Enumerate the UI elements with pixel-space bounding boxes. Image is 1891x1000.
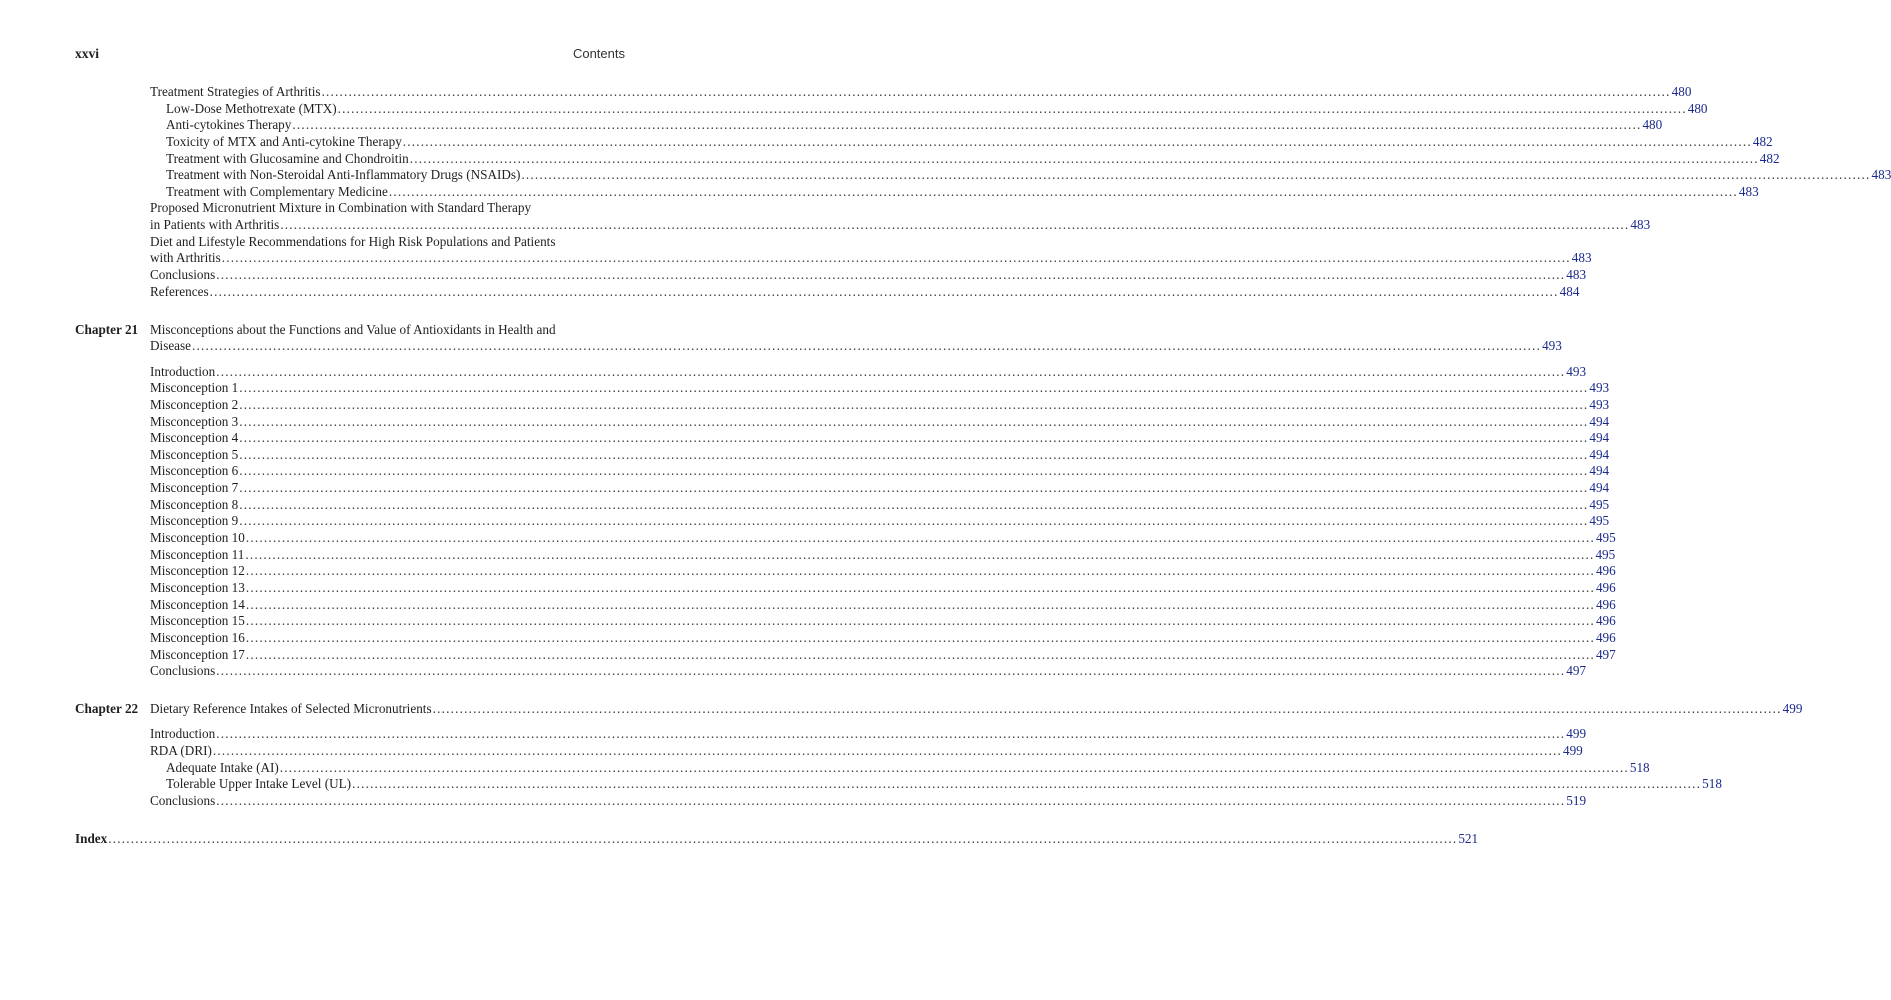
toc-entry[interactable]	[75, 283, 1580, 301]
dot-leader: ............................................................................................................................................................................................................................................................................................................	[212, 743, 1562, 759]
dot-leader: ............................................................................................................................................................................................................................................................................................................	[239, 496, 1589, 512]
index-entry[interactable]	[75, 831, 1479, 848]
dot-leader: ............................................................................................................................................................................................................................................................................................................	[239, 396, 1589, 412]
page-link[interactable]: 518	[1629, 759, 1650, 775]
entry-title: References	[150, 283, 209, 299]
entry-title: with Arthritis	[150, 250, 221, 266]
page-link[interactable]: 482	[1759, 150, 1780, 166]
page-link[interactable]: 480	[1642, 117, 1663, 133]
toc-entry[interactable]	[75, 563, 1616, 580]
dot-leader: ............................................................................................................................................................................................................................................................................................................	[239, 446, 1589, 462]
page-link[interactable]: 484	[1559, 283, 1580, 299]
entry-title: Misconception 13	[150, 579, 245, 595]
toc-entry[interactable]	[75, 792, 1587, 810]
dot-leader: ............................................................................................................................................................................................................................................................................................................	[221, 250, 1571, 266]
entry-title: Misconception 3	[150, 413, 239, 429]
page-link[interactable]: 482	[1752, 133, 1773, 149]
dot-leader: ............................................................................................................................................................................................................................................................................................................	[239, 380, 1589, 396]
dot-leader: ............................................................................................................................................................................................................................................................................................................	[280, 217, 1630, 233]
dot-leader: ............................................................................................................................................................................................................................................................................................................	[239, 480, 1589, 496]
page-link[interactable]: 497	[1595, 646, 1616, 662]
chapter-title[interactable]	[75, 701, 1803, 718]
dot-leader: ............................................................................................................................................................................................................................................................................................................	[245, 530, 1595, 546]
entry-title: Treatment with Glucosamine and Chondroitin	[166, 150, 409, 166]
dot-leader: ............................................................................................................................................................................................................................................................................................................	[192, 338, 1542, 354]
entry-title: Treatment with Non-Steroidal Anti-Inflammatory Drugs (NSAIDs)	[166, 167, 521, 183]
page-link[interactable]: 496	[1595, 629, 1616, 645]
entry-title: Misconception 2	[150, 396, 239, 412]
page-link[interactable]: 496	[1595, 563, 1616, 579]
entry-title: Treatment with Complementary Medicine	[166, 183, 388, 199]
entry-title: Misconception 7	[150, 480, 239, 496]
entry-title: Diet and Lifestyle Recommendations for High Risk Populations and Patients	[150, 233, 556, 249]
dot-leader: ............................................................................................................................................................................................................................................................................................................	[245, 613, 1595, 629]
page-link[interactable]: 518	[1702, 776, 1722, 792]
toc-entry[interactable]	[75, 579, 1616, 597]
dot-leader: ............................................................................................................................................................................................................................................................................................................	[245, 546, 1595, 562]
dot-leader: ............................................................................................................................................................................................................................................................................................................	[352, 776, 1702, 792]
entry-title: Misconception 11	[150, 546, 245, 562]
toc-entry[interactable]	[75, 496, 1610, 514]
page-link[interactable]: 480	[1671, 84, 1692, 99]
entry-title: Misconception 9	[150, 513, 239, 529]
entry-title: Misconception 10	[150, 530, 245, 546]
entry-title: Misconception 15	[150, 613, 245, 629]
toc-entry[interactable]	[75, 100, 1708, 118]
dot-leader: ............................................................................................................................................................................................................................................................................................................	[321, 84, 1671, 99]
page-link[interactable]: 483	[1571, 250, 1592, 266]
page-link[interactable]: 493	[1542, 338, 1562, 354]
toc-entry[interactable]	[75, 646, 1616, 664]
entry-title: Misconception 16	[150, 629, 245, 645]
toc-entry[interactable]	[75, 726, 1587, 743]
entry-title: Disease	[150, 338, 192, 354]
page-link[interactable]: 499	[1566, 726, 1587, 742]
toc-entry[interactable]	[75, 430, 1610, 447]
page-link[interactable]: 495	[1589, 513, 1610, 529]
entry-title: Proposed Micronutrient Mixture in Combination with Standard Therapy	[150, 200, 532, 216]
page-link[interactable]: 493	[1566, 363, 1587, 379]
page-link[interactable]: 483	[1738, 183, 1759, 199]
chapter-title	[75, 322, 625, 339]
page-link[interactable]: 494	[1589, 446, 1610, 462]
dot-leader: ............................................................................................................................................................................................................................................................................................................	[216, 267, 1566, 283]
dot-leader: ............................................................................................................................................................................................................................................................................................................	[239, 463, 1589, 479]
chapter-label: Chapter 21	[75, 321, 139, 337]
entry-title: Misconception 14	[150, 596, 245, 612]
entry-title: Anti-cytokines Therapy	[166, 117, 292, 133]
toc-entry[interactable]	[75, 84, 1692, 101]
toc-entry[interactable]	[75, 513, 1610, 530]
page-link[interactable]: 493	[1589, 396, 1610, 412]
page-header	[75, 46, 625, 66]
page-number: xxvi	[75, 46, 100, 61]
toc-entry[interactable]	[75, 183, 1759, 201]
chapter-label: Chapter 22	[75, 701, 139, 717]
entry-title: Misconception 4	[150, 430, 239, 446]
dot-leader: ............................................................................................................................................................................................................................................................................................................	[209, 283, 1559, 299]
page-link[interactable]: 480	[1687, 100, 1708, 116]
entry-title: Conclusions	[150, 792, 216, 808]
dot-leader: ............................................................................................................................................................................................................................................................................................................	[245, 563, 1595, 579]
entry-title: Conclusions	[150, 267, 216, 283]
page-link[interactable]: 519	[1566, 792, 1587, 808]
dot-leader: ............................................................................................................................................................................................................................................................................................................	[245, 579, 1595, 595]
page-link[interactable]: 496	[1595, 596, 1616, 612]
toc-entry[interactable]	[75, 117, 1663, 134]
page-link[interactable]: 494	[1589, 463, 1610, 479]
toc-entry[interactable]	[75, 396, 1610, 414]
entry-title: RDA (DRI)	[150, 743, 212, 759]
dot-leader: ............................................................................................................................................................................................................................................................................................................	[216, 792, 1566, 808]
dot-leader: ............................................................................................................................................................................................................................................................................................................	[239, 430, 1589, 446]
dot-leader: ............................................................................................................................................................................................................................................................................................................	[245, 646, 1595, 662]
page-link[interactable]: 496	[1595, 613, 1616, 629]
page-link[interactable]: 499	[1782, 701, 1803, 717]
toc-entry[interactable]	[75, 446, 1610, 464]
toc-entry[interactable]	[75, 267, 1587, 284]
dot-leader: ............................................................................................................................................................................................................................................................................................................	[108, 831, 1458, 847]
toc-entry[interactable]	[75, 759, 1650, 777]
page-link[interactable]: 483	[1871, 167, 1891, 183]
toc-entry[interactable]	[75, 413, 1610, 431]
page-link[interactable]: 495	[1595, 546, 1616, 562]
entry-title: Introduction	[150, 726, 216, 742]
dot-leader: ............................................................................................................................................................................................................................................................................................................	[216, 363, 1566, 379]
entry-title: Misconception 8	[150, 496, 239, 512]
toc-entry[interactable]	[75, 133, 1773, 151]
dot-leader: ............................................................................................................................................................................................................................................................................................................	[388, 183, 1738, 199]
entry-title: Misconception 5	[150, 446, 239, 462]
entry-title: Treatment Strategies of Arthritis	[150, 84, 321, 99]
toc-entry	[75, 200, 625, 217]
entry-title: Conclusions	[150, 663, 216, 679]
page-link[interactable]: 494	[1589, 430, 1610, 446]
entry-title: Index	[75, 831, 108, 847]
entry-title: Misconceptions about the Functions and Value of Antioxidants in Health and	[150, 321, 556, 337]
toc-entry[interactable]	[75, 596, 1616, 614]
entry-title: Low-Dose Methotrexate (MTX)	[166, 100, 337, 116]
toc-entry[interactable]	[75, 530, 1616, 547]
page-link[interactable]: 493	[1589, 380, 1610, 396]
toc-entry[interactable]	[75, 250, 1592, 267]
toc-entry[interactable]	[75, 613, 1616, 630]
dot-leader: ............................................................................................................................................................................................................................................................................................................	[245, 629, 1595, 645]
entry-title: Tolerable Upper Intake Level (UL)	[166, 776, 352, 792]
toc-entry[interactable]	[75, 463, 1610, 480]
toc-entry[interactable]	[75, 663, 1587, 680]
toc-entry[interactable]	[75, 629, 1616, 647]
toc-entry[interactable]	[75, 217, 1651, 234]
toc-entry[interactable]	[75, 776, 1722, 793]
toc-entry[interactable]	[75, 380, 1610, 397]
dot-leader: ............................................................................................................................................................................................................................................................................................................	[279, 759, 1629, 775]
toc-entry[interactable]	[75, 743, 1583, 760]
page-link[interactable]: 495	[1595, 530, 1616, 546]
table-of-contents	[75, 84, 1891, 848]
dot-leader: ............................................................................................................................................................................................................................................................................................................	[409, 150, 1759, 166]
running-title: Contents	[572, 46, 625, 61]
dot-leader: ............................................................................................................................................................................................................................................................................................................	[432, 701, 1782, 717]
dot-leader: ............................................................................................................................................................................................................................................................................................................	[337, 100, 1687, 116]
dot-leader: ............................................................................................................................................................................................................................................................................................................	[292, 117, 1642, 133]
entry-title: Misconception 12	[150, 563, 245, 579]
chapter-title[interactable]	[75, 338, 1562, 355]
page-link[interactable]: 483	[1630, 217, 1651, 233]
page-link[interactable]: 521	[1458, 831, 1479, 847]
entry-title: in Patients with Arthritis	[150, 217, 280, 233]
page-link[interactable]: 495	[1589, 496, 1610, 512]
page-link[interactable]: 494	[1589, 413, 1610, 429]
entry-title: Dietary Reference Intakes of Selected Micronutrients	[150, 701, 432, 717]
dot-leader: ............................................................................................................................................................................................................................................................................................................	[521, 167, 1871, 183]
toc-entry[interactable]	[75, 363, 1587, 381]
page-link[interactable]: 483	[1566, 267, 1587, 283]
entry-title: Toxicity of MTX and Anti-cytokine Therapy	[166, 133, 402, 149]
toc-entry[interactable]	[75, 150, 1780, 168]
entry-title: Adequate Intake (AI)	[166, 759, 279, 775]
entry-title: Misconception 6	[150, 463, 239, 479]
dot-leader: ............................................................................................................................................................................................................................................................................................................	[216, 726, 1566, 742]
toc-entry[interactable]	[75, 546, 1616, 564]
page-link[interactable]: 497	[1566, 663, 1587, 679]
dot-leader: ............................................................................................................................................................................................................................................................................................................	[245, 596, 1595, 612]
toc-entry[interactable]	[75, 167, 1891, 184]
toc-entry	[75, 234, 625, 251]
dot-leader: ............................................................................................................................................................................................................................................................................................................	[239, 413, 1589, 429]
page-link[interactable]: 496	[1595, 579, 1616, 595]
toc-entry[interactable]	[75, 480, 1610, 497]
page-link[interactable]: 499	[1562, 743, 1583, 759]
entry-title: Introduction	[150, 363, 216, 379]
entry-title: Misconception 17	[150, 646, 245, 662]
dot-leader: ............................................................................................................................................................................................................................................................................................................	[239, 513, 1589, 529]
dot-leader: ............................................................................................................................................................................................................................................................................................................	[402, 133, 1752, 149]
entry-title: Misconception 1	[150, 380, 239, 396]
dot-leader: ............................................................................................................................................................................................................................................................................................................	[216, 663, 1566, 679]
page-link[interactable]: 494	[1589, 480, 1610, 496]
